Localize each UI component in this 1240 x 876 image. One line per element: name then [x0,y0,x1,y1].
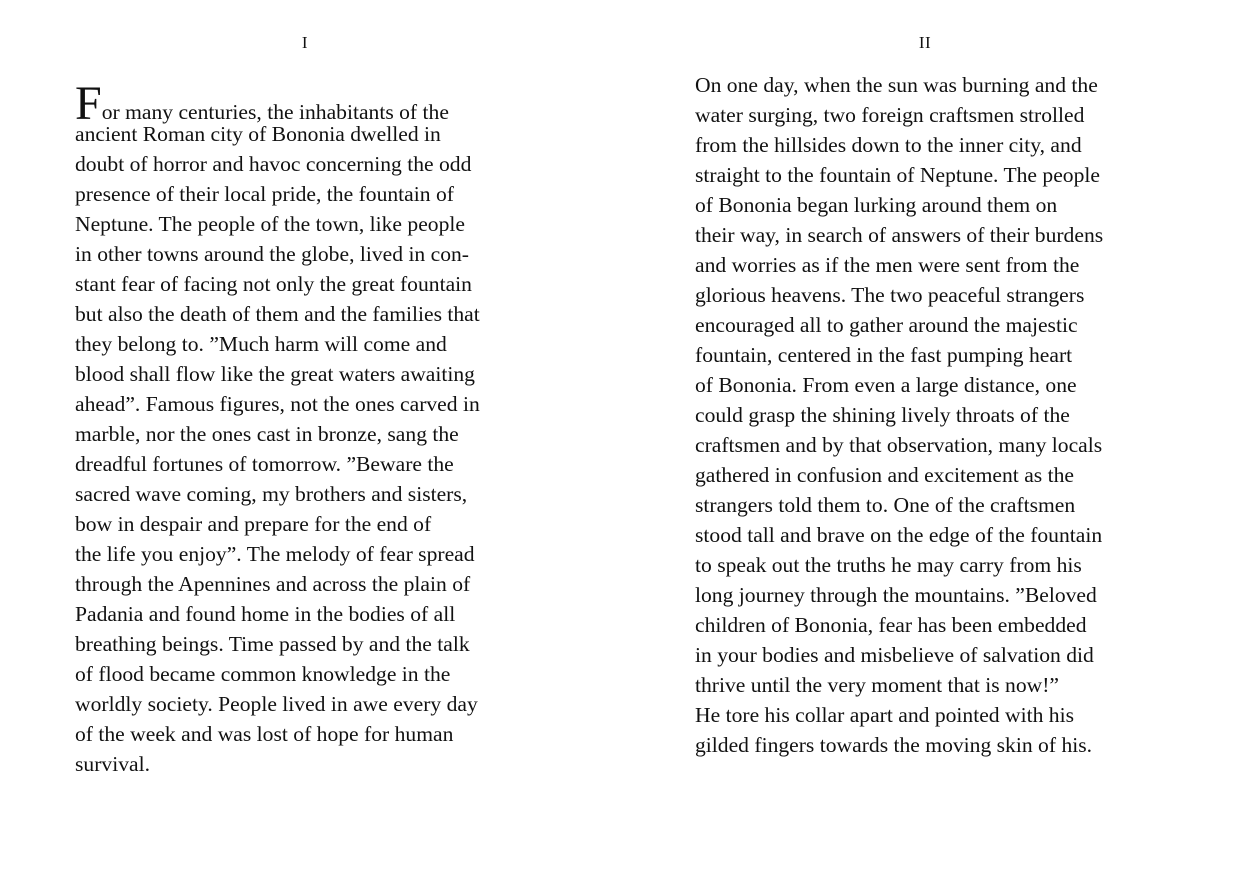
text-line: marble, nor the ones cast in bronze, sang the [75,422,459,446]
page-number: II [918,33,932,52]
text-line [75,77,480,130]
text-line: He tore his collar apart and pointed with his [695,703,1074,727]
text-line: their way, in search of answers of their burdens [695,223,1104,247]
page-left [75,0,575,876]
text-line: breathing beings. Time passed by and the talk [75,632,470,656]
text-line: strangers told them to. One of the craftsmen [695,493,1076,517]
text-line: ahead”. Famous figures, not the ones carved in [75,392,480,416]
text-line: of Bononia began lurking around them on [695,193,1058,217]
text-line: the life you enjoy”. The melody of fear spread [75,542,475,566]
page-number: I [301,33,309,52]
text-line: children of Bononia, fear has been embedded [695,613,1087,637]
text-line: survival. [75,752,150,776]
text-line: bow in despair and prepare for the end of [75,512,432,536]
text-line: gilded fingers towards the moving skin of his. [695,733,1093,757]
text-line: in your bodies and misbelieve of salvation did [695,643,1094,667]
text-line: to speak out the truths he may carry from his [695,553,1082,577]
text-line: of Bononia. From even a large distance, one [695,373,1077,397]
text-line: glorious heavens. The two peaceful strangers [695,283,1085,307]
text-line: fountain, centered in the fast pumping heart [695,343,1073,367]
text-line: stant fear of facing not only the great fountain [75,272,472,296]
text-line: ancient Roman city of Bononia dwelled in [75,122,441,146]
text-line: could grasp the shining lively throats of the [695,403,1070,427]
text-line: but also the death of them and the families that [75,302,480,326]
text-line: long journey through the mountains. ”Beloved [695,583,1097,607]
text-line: in other towns around the globe, lived in con- [75,242,470,266]
drop-cap-initial: F [75,77,102,130]
text-line: presence of their local pride, the fountain of [75,182,454,206]
text-line: through the Apennines and across the plain of [75,572,471,596]
text-line: and worries as if the men were sent from the [695,253,1080,277]
text-line: encouraged all to gather around the majestic [695,313,1078,337]
text-line: blood shall flow like the great waters awaiting [75,362,475,386]
text-line: of flood became common knowledge in the [75,662,451,686]
first-line-text: or many centuries, the inhabitants of the [101,100,449,124]
text-line: stood tall and brave on the edge of the fountain [695,523,1103,547]
text-line: thrive until the very moment that is now!” [695,673,1060,697]
text-line: worldly society. People lived in awe every day [75,692,478,716]
page-text [695,70,1103,760]
text-line: sacred wave coming, my brothers and sisters, [75,482,468,506]
text-line: dreadful fortunes of tomorrow. ”Beware the [75,452,454,476]
text-line: On one day, when the sun was burning and the [695,73,1098,97]
text-line: Padania and found home in the bodies of all [75,602,456,626]
page-right [695,0,1195,876]
text-line: they belong to. ”Much harm will come and [75,332,447,356]
text-line: gathered in confusion and excitement as the [695,463,1074,487]
text-line: Neptune. The people of the town, like people [75,212,465,236]
text-line: craftsmen and by that observation, many locals [695,433,1103,457]
text-line: straight to the fountain of Neptune. The people [695,163,1100,187]
text-line: of the week and was lost of hope for human [75,722,454,746]
text-line: doubt of horror and havoc concerning the odd [75,152,472,176]
text-line: from the hillsides down to the inner city, and [695,133,1082,157]
text-line: water surging, two foreign craftsmen strolled [695,103,1085,127]
page-text [75,77,480,779]
